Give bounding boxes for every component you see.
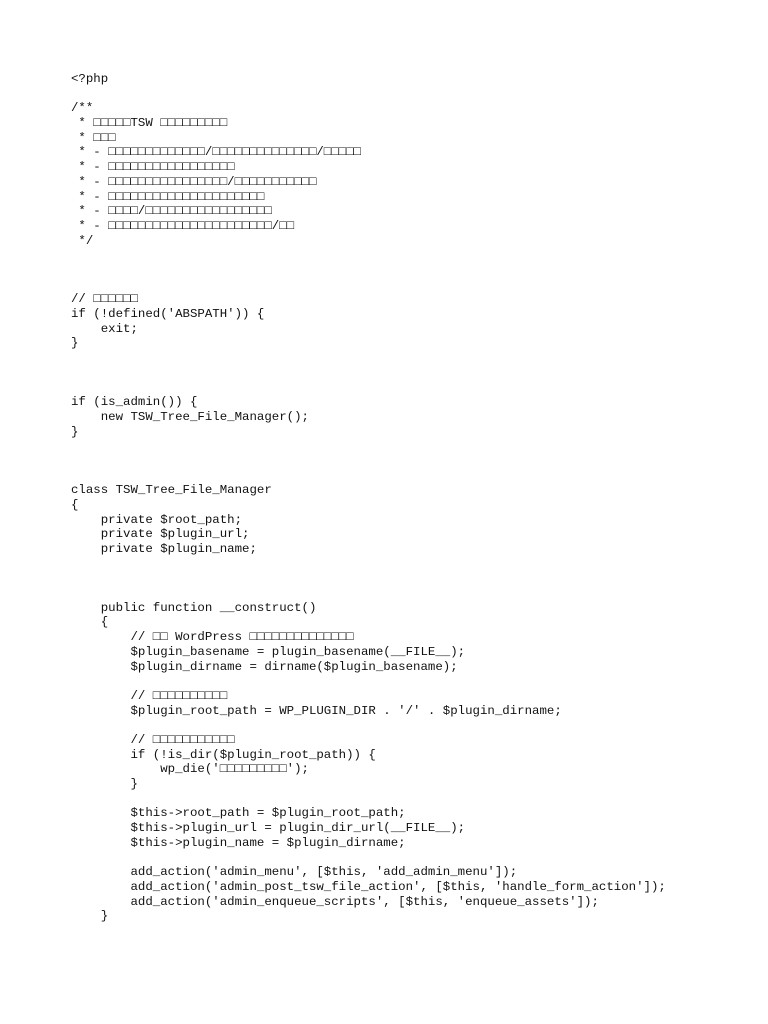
code-line: }	[71, 336, 79, 351]
code-line: {	[71, 615, 109, 630]
code-line	[71, 351, 761, 366]
code-line: {	[71, 497, 79, 512]
code-line	[71, 278, 761, 293]
code-line: wp_die('□□□□□□□□□');	[71, 762, 309, 777]
code-line: $plugin_dirname = dirname($plugin_basename);	[71, 659, 458, 674]
code-line: // □□□□□□□□□□	[71, 688, 228, 703]
code-line: * - □□□□□□□□□□□□□□□□□□□□□□/□□	[71, 218, 295, 233]
code-line	[71, 439, 761, 454]
code-line: add_action('admin_menu', [$this, 'add_admin_menu']);	[71, 865, 518, 880]
code-line: private $root_path;	[71, 512, 243, 527]
code-line: }	[71, 909, 109, 924]
code-line: * - □□□□□□□□□□□□□/□□□□□□□□□□□□□□/□□□□□	[71, 145, 361, 160]
code-line: * - □□□□□□□□□□□□□□□□□	[71, 160, 235, 175]
code-line: private $plugin_url;	[71, 527, 250, 542]
code-line: public function __construct()	[71, 600, 317, 615]
code-line: $this->plugin_url = plugin_dir_url(__FILE__);	[71, 821, 466, 836]
code-line: */	[71, 233, 94, 248]
code-line: exit;	[71, 321, 138, 336]
code-line: if (is_admin()) {	[71, 395, 198, 410]
code-line	[71, 380, 761, 395]
code-line: $this->root_path = $plugin_root_path;	[71, 806, 406, 821]
code-line: $this->plugin_name = $plugin_dirname;	[71, 835, 406, 850]
code-line: * □□□□□TSW □□□□□□□□□	[71, 116, 228, 131]
code-line	[71, 366, 761, 381]
code-line	[71, 718, 761, 733]
code-line	[71, 263, 761, 278]
code-line: }	[71, 777, 138, 791]
code-line: /**	[71, 101, 94, 116]
code-line: add_action('admin_post_tsw_file_action', [$this, 'handle_form_action']);	[71, 879, 666, 894]
code-line	[71, 571, 761, 586]
code-line: if (!is_dir($plugin_root_path)) {	[71, 747, 376, 762]
code-line: new TSW_Tree_File_Manager();	[71, 409, 309, 424]
code-line	[71, 850, 761, 865]
code-line: $plugin_root_path = WP_PLUGIN_DIR . '/' . $plugin_dirname;	[71, 703, 562, 718]
code-line	[71, 586, 761, 601]
code-line: private $plugin_name;	[71, 542, 257, 556]
code-line	[71, 674, 761, 689]
code-line: // □□□□□□	[71, 292, 138, 307]
code-line	[71, 454, 761, 469]
code-line: * - □□□□/□□□□□□□□□□□□□□□□□	[71, 204, 272, 219]
code-line	[71, 248, 761, 263]
code-line	[71, 87, 761, 102]
code-line: class TSW_Tree_File_Manager	[71, 483, 272, 498]
code-line: // □□ WordPress □□□□□□□□□□□□□□	[71, 630, 354, 645]
code-line: * - □□□□□□□□□□□□□□□□/□□□□□□□□□□□	[71, 174, 317, 189]
php-source-code	[71, 72, 761, 924]
code-line: // □□□□□□□□□□□	[71, 732, 235, 747]
code-line: * □□□	[71, 130, 116, 145]
code-line	[71, 469, 761, 484]
code-line: add_action('admin_enqueue_scripts', [$this, 'enqueue_assets']);	[71, 894, 599, 909]
code-line: $plugin_basename = plugin_basename(__FILE__);	[71, 644, 466, 659]
code-line: if (!defined('ABSPATH')) {	[71, 307, 265, 321]
code-line	[71, 792, 761, 807]
code-line: }	[71, 424, 79, 439]
code-line	[71, 557, 761, 572]
code-line: * - □□□□□□□□□□□□□□□□□□□□□	[71, 189, 265, 204]
code-line: <?php	[71, 72, 109, 86]
